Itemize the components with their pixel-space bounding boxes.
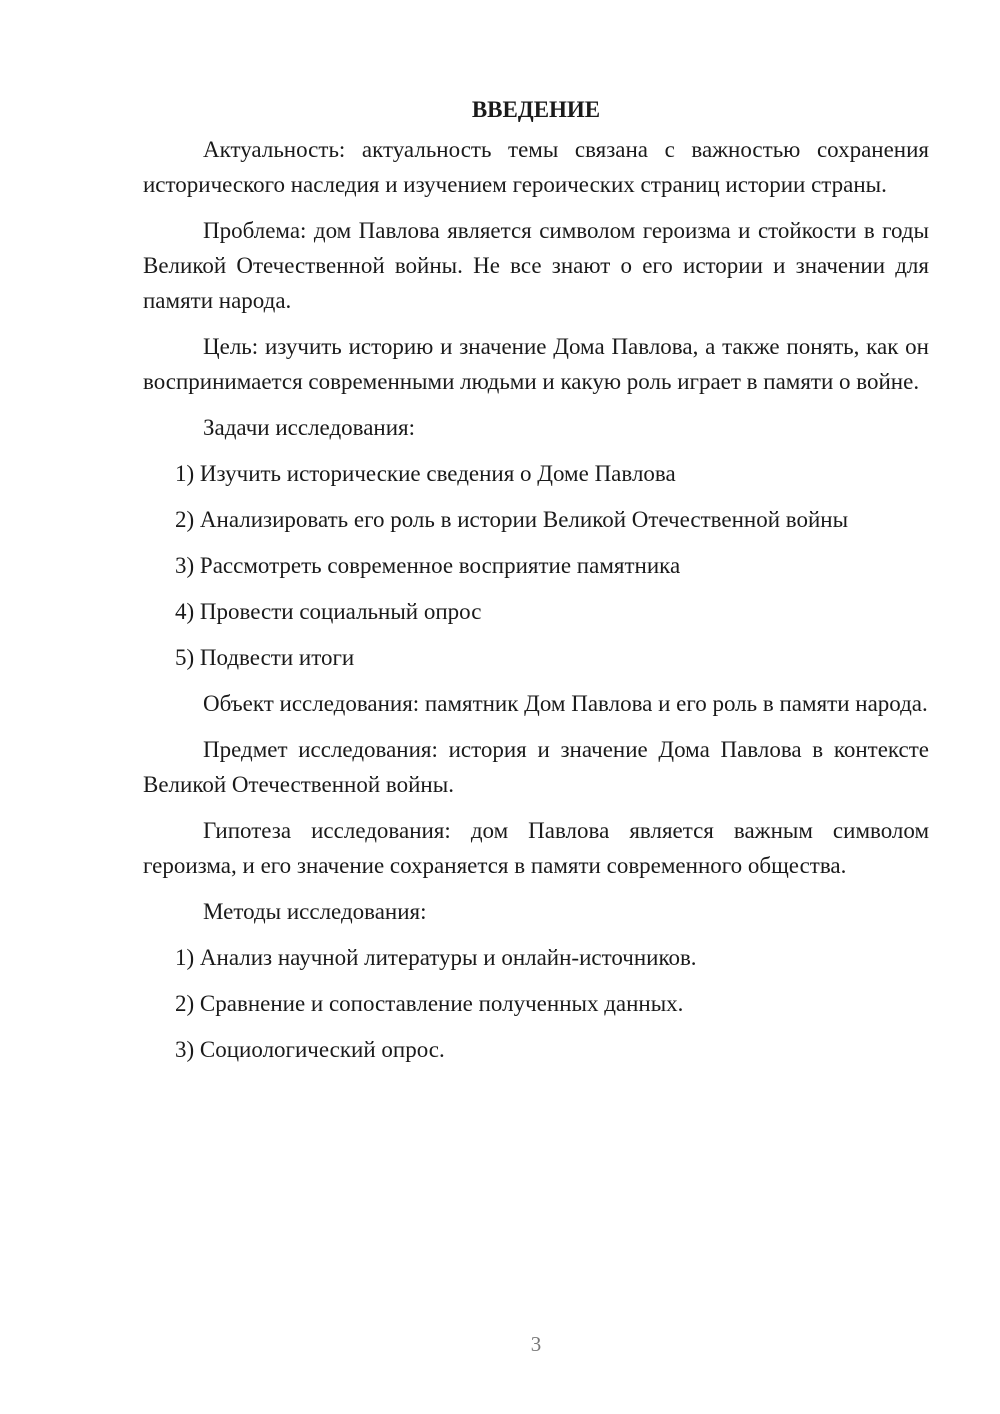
tasks-title: Задачи исследования: — [203, 415, 416, 440]
page-content — [143, 92, 929, 1078]
page-number: 3 — [530, 1332, 542, 1356]
hypothesis-paragraph: Гипотеза исследования: дом Павлова является важным символом героизма, и его значение сохраняется в памяти современного общества. — [143, 818, 929, 878]
problem-paragraph: Проблема: дом Павлова является символом героизма и стойкости в годы Великой Отечественной войны. Не все знают о его истории и значении для памяти народа. — [143, 218, 929, 313]
method-item: 2) Сравнение и сопоставление полученных данных. — [175, 991, 684, 1016]
task-item: 5) Подвести итоги — [175, 645, 355, 670]
subject-paragraph: Предмет исследования: история и значение Дома Павлова в контексте Великой Отечественной войны. — [143, 737, 929, 797]
methods-title: Методы исследования: — [203, 899, 427, 924]
method-item: 3) Социологический опрос. — [175, 1037, 445, 1062]
task-item: 3) Рассмотреть современное восприятие памятника — [175, 553, 681, 578]
task-item: 4) Провести социальный опрос — [175, 599, 482, 624]
method-item: 1) Анализ научной литературы и онлайн-источников. — [175, 945, 697, 970]
goal-paragraph: Цель: изучить историю и значение Дома Павлова, а также понять, как он воспринимается современными людьми и какую роль играет в памяти о войне. — [143, 334, 929, 394]
relevance-paragraph: Актуальность: актуальность темы связана с важностью сохранения исторического наследия и изучением героических страниц истории страны. — [143, 137, 929, 197]
object-paragraph: Объект исследования: памятник Дом Павлова и его роль в памяти народа. — [203, 691, 928, 716]
task-item: 1) Изучить исторические сведения о Доме Павлова — [175, 461, 676, 486]
section-heading: ВВЕДЕНИЕ — [471, 97, 601, 122]
task-item: 2) Анализировать его роль в истории Великой Отечественной войны — [175, 507, 849, 532]
